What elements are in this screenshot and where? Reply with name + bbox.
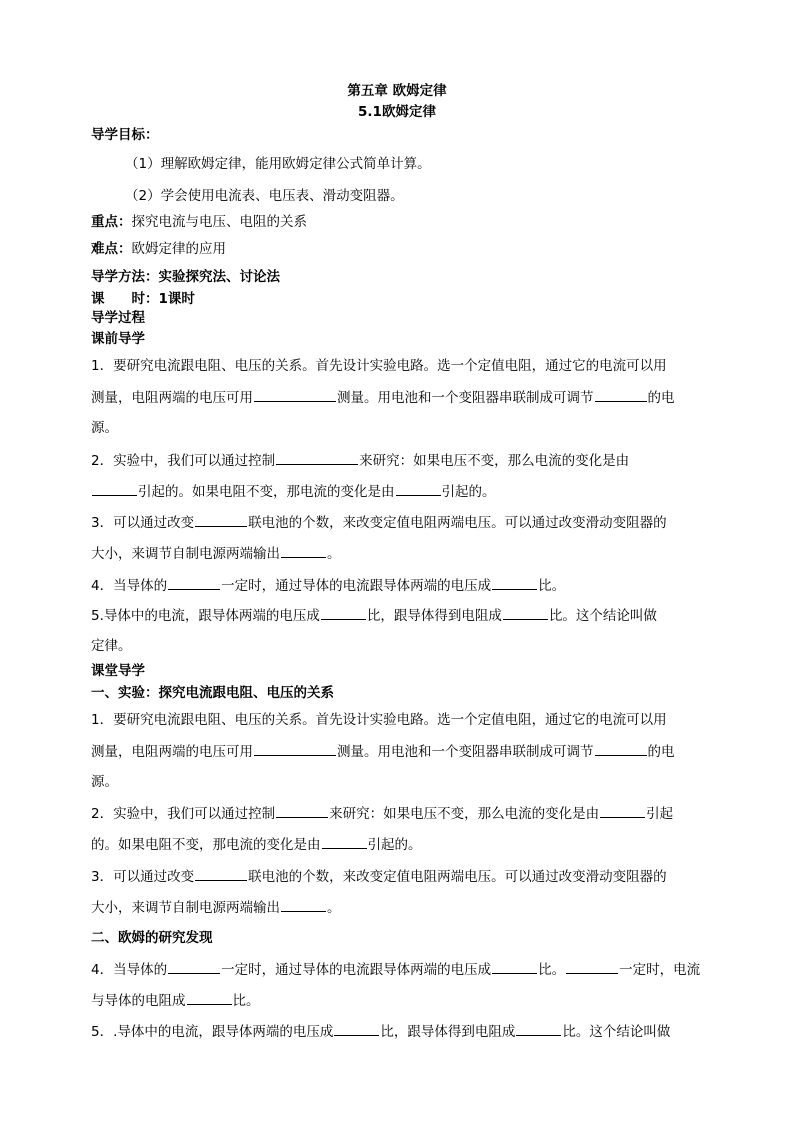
section-title: 5.1欧姆定律 bbox=[358, 104, 436, 120]
answer-blank[interactable] bbox=[322, 835, 367, 849]
answer-blank[interactable] bbox=[92, 482, 137, 496]
answer-blank[interactable] bbox=[254, 742, 336, 756]
class-heading: 课堂导学 bbox=[91, 663, 145, 679]
pre-q1-line1: 1．要研究电流跟电阻、电压的关系。首先设计实验电路。选一个定值电阻，通过它的电流可以用 bbox=[91, 358, 667, 374]
pre-q4: 4．当导体的 一定时，通过导体的电流跟导体两端的电压成 比。 bbox=[91, 578, 566, 594]
difficulty-text: 欧姆定律的应用 bbox=[131, 241, 226, 257]
class-q4-line1: 4．当导体的 一定时，通过导体的电流跟导体两端的电压成 比。 一定时，电流 bbox=[91, 962, 701, 978]
answer-blank[interactable] bbox=[281, 544, 326, 558]
class-q3-line2: 大小，来调节自制电源两端输出 。 bbox=[91, 900, 341, 916]
answer-blank[interactable] bbox=[600, 804, 645, 818]
answer-blank[interactable] bbox=[254, 388, 336, 402]
pre-q5-line2: 定律。 bbox=[91, 638, 132, 654]
part2-heading: 二、欧姆的研究发现 bbox=[91, 930, 213, 946]
key-text: 探究电流与电压、电阻的关系 bbox=[131, 214, 307, 230]
class-q3-line1: 3．可以通过改变 联电池的个数，来改变定值电阻两端电压。可以通过改变滑动变阻器的 bbox=[91, 869, 667, 885]
class-q4-line2: 与导体的电阻成 比。 bbox=[91, 993, 260, 1009]
answer-blank[interactable] bbox=[595, 742, 647, 756]
answer-blank[interactable] bbox=[187, 991, 232, 1005]
method-line: 导学方法：实验探究法、讨论法 bbox=[91, 269, 280, 285]
hours-line: 课 时：1课时 bbox=[91, 291, 195, 307]
chapter-title: 第五章 欧姆定律 bbox=[347, 83, 447, 99]
goal-1: （1）理解欧姆定律，能用欧姆定律公式简单计算。 bbox=[125, 156, 431, 172]
goals-heading: 导学目标： bbox=[91, 127, 159, 143]
answer-blank[interactable] bbox=[276, 804, 328, 818]
answer-blank[interactable] bbox=[168, 960, 220, 974]
difficulty-point bbox=[91, 240, 226, 258]
answer-blank[interactable] bbox=[195, 513, 247, 527]
pre-q2-line1: 2．实验中，我们可以通过控制 来研究：如果电压不变，那么电流的变化是由 bbox=[91, 453, 630, 469]
answer-blank[interactable] bbox=[276, 451, 358, 465]
class-q1-line3: 源。 bbox=[91, 774, 118, 790]
process-heading: 导学过程 bbox=[91, 310, 145, 326]
key-label: 重点： bbox=[91, 214, 132, 230]
answer-blank[interactable] bbox=[168, 576, 220, 590]
class-q2-line2: 的。如果电阻不变，那电流的变化是由 引起的。 bbox=[91, 837, 422, 853]
pre-q1-line2: 测量，电阻两端的电压可用 测量。用电池和一个变阻器串联制成可调节 的电 bbox=[91, 390, 675, 406]
key-point bbox=[91, 213, 307, 231]
answer-blank[interactable] bbox=[516, 1022, 561, 1036]
answer-blank[interactable] bbox=[492, 960, 537, 974]
pre-heading: 课前导学 bbox=[91, 331, 145, 347]
goal-2: （2）学会使用电流表、电压表、滑动变阻器。 bbox=[125, 188, 404, 204]
answer-blank[interactable] bbox=[503, 606, 548, 620]
answer-blank[interactable] bbox=[334, 1022, 379, 1036]
pre-q3-line2: 大小，来调节自制电源两端输出 。 bbox=[91, 546, 341, 562]
pre-q2-line2: 引起的。如果电阻不变，那电流的变化是由 引起的。 bbox=[91, 482, 496, 501]
class-q2-line1: 2．实验中，我们可以通过控制 来研究：如果电压不变，那么电流的变化是由 引起 bbox=[91, 806, 674, 822]
pre-q1-line3: 源。 bbox=[91, 420, 118, 436]
part1-heading: 一、实验：探究电流跟电阻、电压的关系 bbox=[91, 685, 334, 701]
answer-blank[interactable] bbox=[195, 867, 247, 881]
class-q5-line1: 5．.导体中的电流，跟导体两端的电压成 比，跟导体得到电阻成 比。这个结论叫做 bbox=[91, 1024, 671, 1040]
answer-blank[interactable] bbox=[281, 898, 326, 912]
answer-blank[interactable] bbox=[396, 482, 441, 496]
class-q1-line1: 1．要研究电流跟电阻、电压的关系。首先设计实验电路。选一个定值电阻，通过它的电流可以用 bbox=[91, 712, 667, 728]
pre-q3-line1: 3．可以通过改变 联电池的个数，来改变定值电阻两端电压。可以通过改变滑动变阻器的 bbox=[91, 515, 667, 531]
difficulty-label: 难点： bbox=[91, 241, 132, 257]
answer-blank[interactable] bbox=[321, 606, 366, 620]
answer-blank[interactable] bbox=[566, 960, 618, 974]
answer-blank[interactable] bbox=[492, 576, 537, 590]
pre-q5-line1: 5.导体中的电流，跟导体两端的电压成 比，跟导体得到电阻成 比。这个结论叫做 bbox=[91, 608, 657, 624]
answer-blank[interactable] bbox=[595, 388, 647, 402]
class-q1-line2: 测量，电阻两端的电压可用 测量。用电池和一个变阻器串联制成可调节 的电 bbox=[91, 744, 675, 760]
